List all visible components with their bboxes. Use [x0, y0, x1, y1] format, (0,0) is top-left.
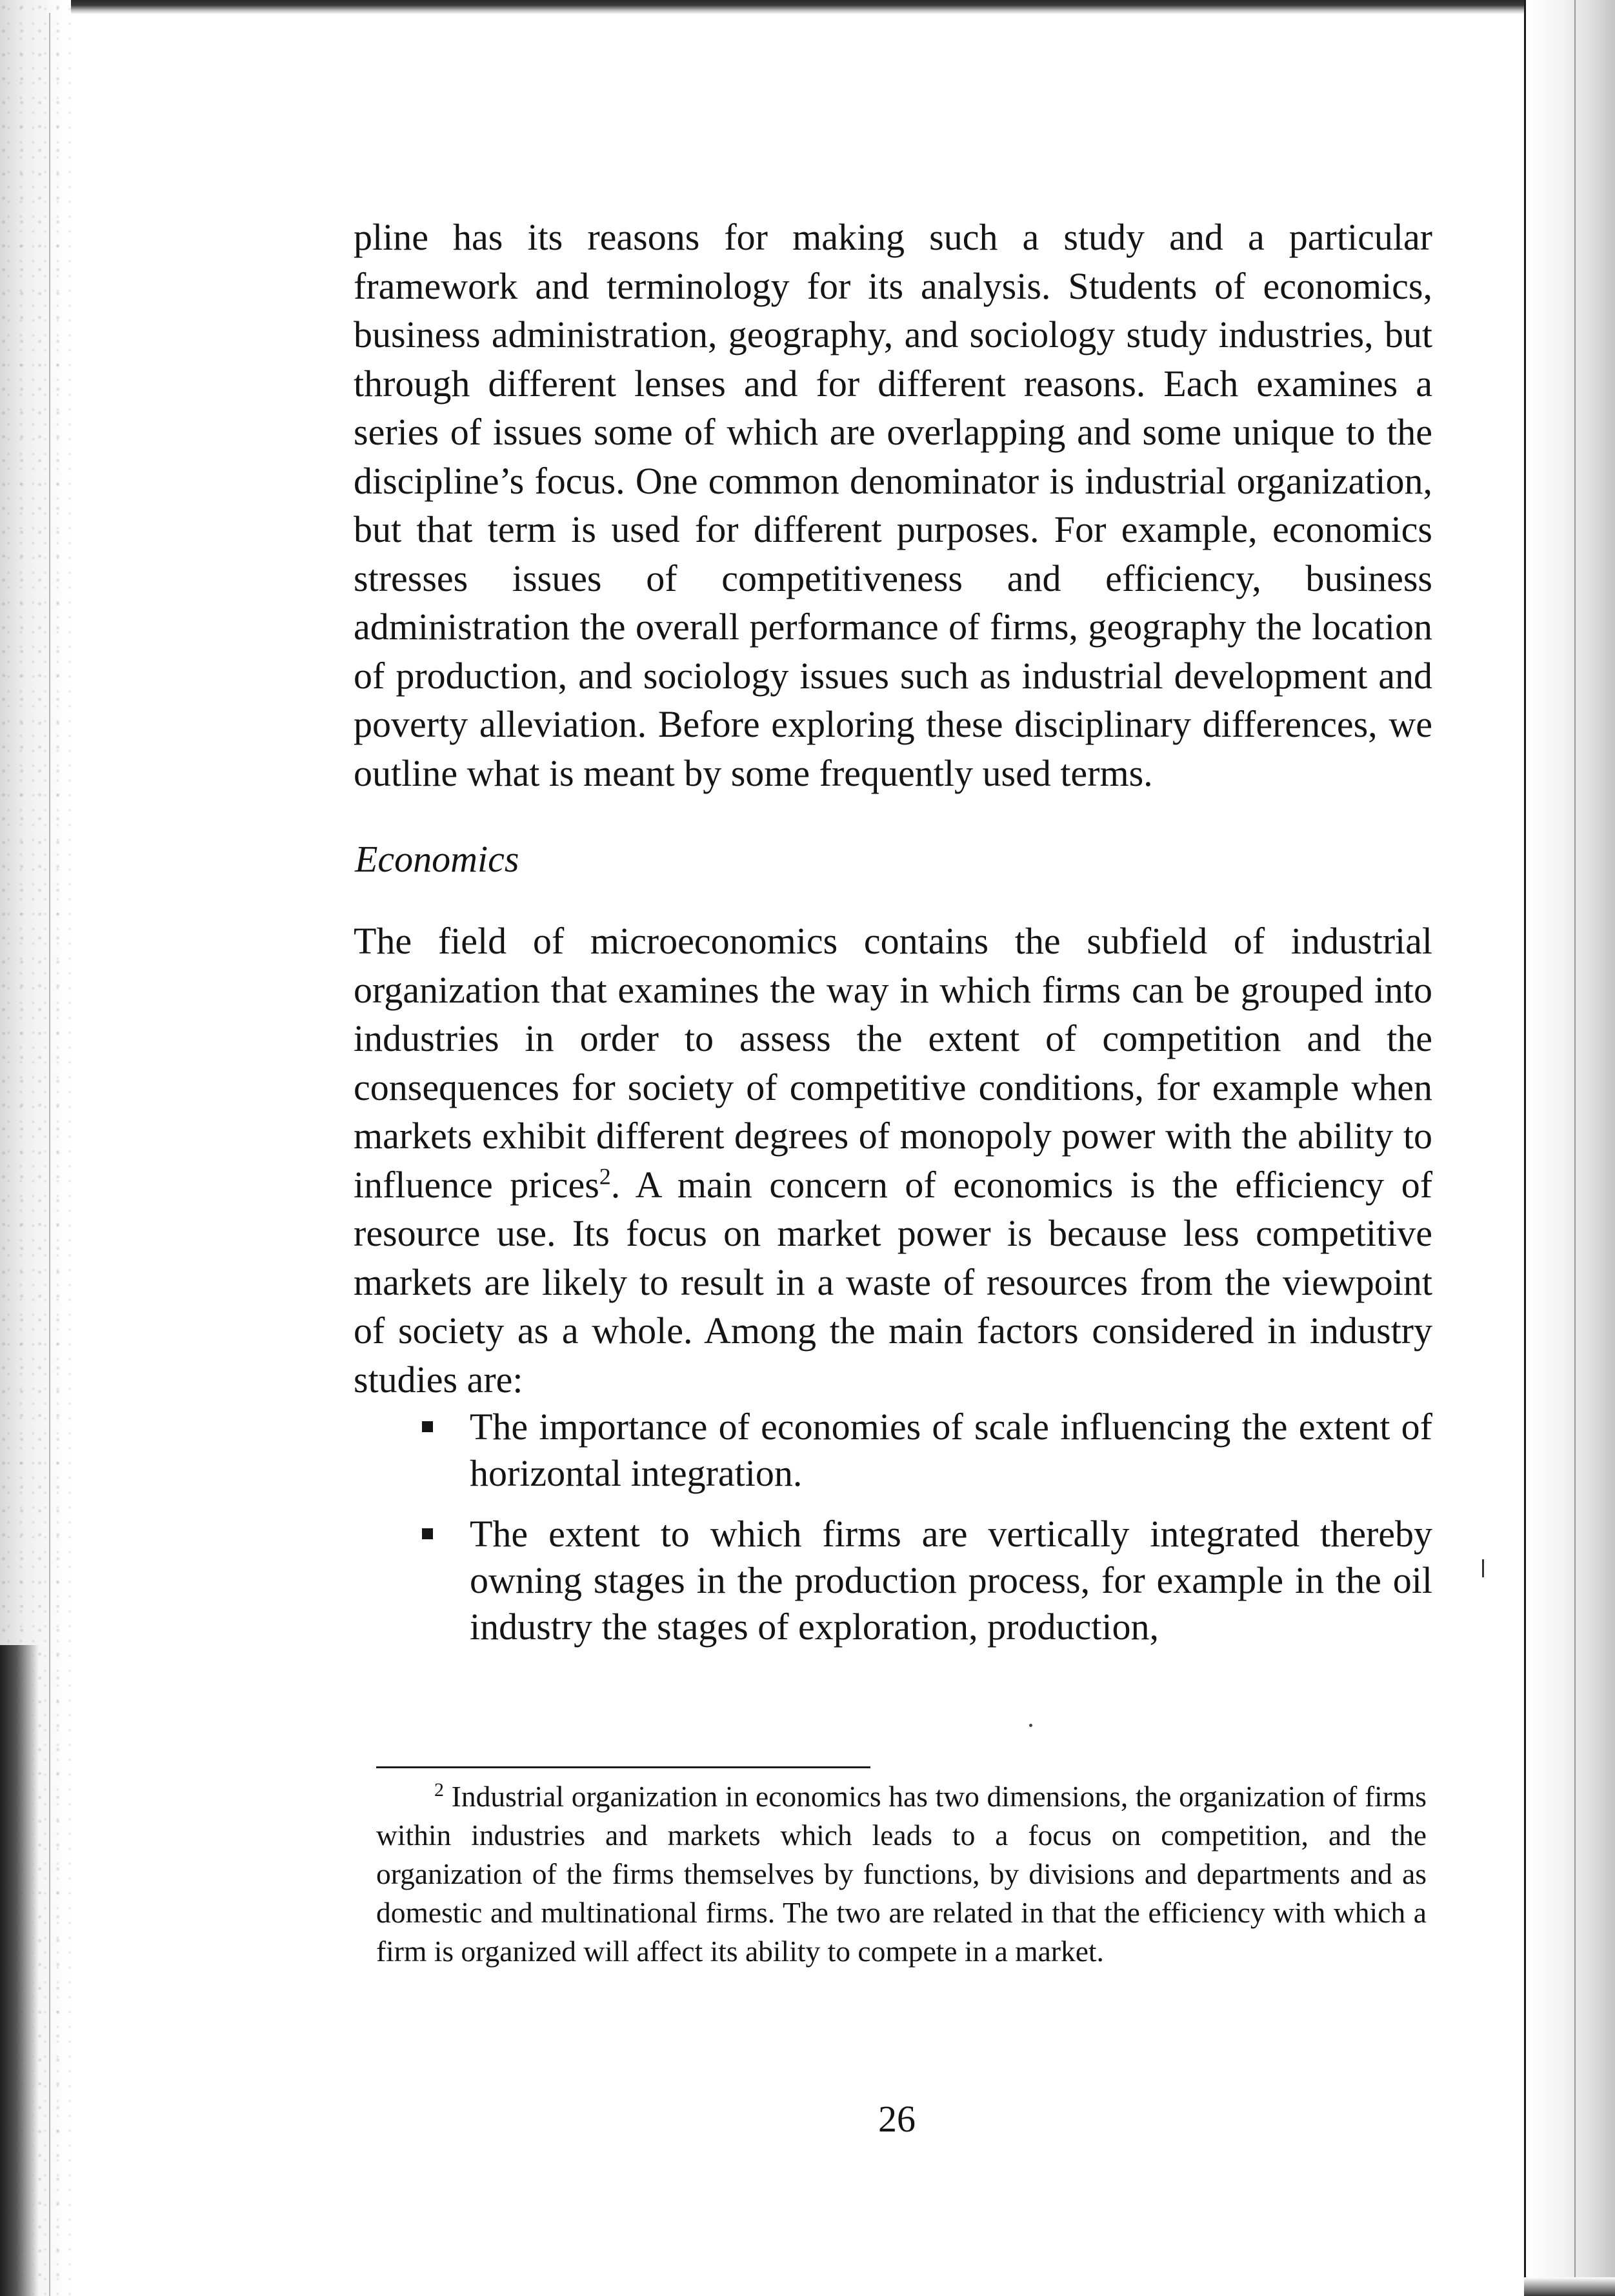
factors-list — [354, 1404, 1432, 1650]
scan-right-margin — [1525, 0, 1615, 2296]
scan-left-fold-line — [49, 13, 50, 2296]
body-paragraph-economics — [354, 917, 1432, 1404]
footnote-reference: 2 — [599, 1163, 611, 1190]
list-item — [470, 1404, 1432, 1497]
page-body — [354, 194, 1432, 1664]
economics-text-after-ref: . A main concern of economics is the efficiency of resource use. Its focus on market power is because less competitive markets are likely to result in a waste of resources from the viewpoint of society as a whole. Among the main factors considered in industry studies are: — [354, 1163, 1433, 1401]
list-item-text: The extent to which firms are vertically integrated thereby owning stages in the production process, for example in the oil industry the stages of exploration, production, — [470, 1513, 1432, 1648]
footnote-separator — [376, 1766, 870, 1768]
economics-text-before-ref: The field of microeconomics contains the subfield of industrial organization that examines the way in which firms can be grouped into industries in order to assess the extent of competition and the consequences for society of competitive conditions, for example when markets exhibit different degrees of monopoly power with the ability to influence prices — [354, 920, 1432, 1206]
square-bullet-icon — [422, 1528, 433, 1539]
list-item-text: The importance of economies of scale influencing the extent of horizontal integration. — [470, 1406, 1432, 1494]
footnote-number: 2 — [434, 1779, 444, 1801]
square-bullet-icon — [422, 1421, 433, 1432]
scan-bottom-right-corner — [1524, 2277, 1615, 2296]
scan-left-shadow — [0, 1645, 39, 2296]
footnote — [376, 1777, 1427, 1971]
list-item — [470, 1511, 1432, 1650]
margin-mark — [1482, 1559, 1484, 1577]
section-heading-economics: Economics — [355, 838, 519, 880]
body-paragraph-continued: pline has its reasons for making such a study and a particular framework and terminology for its analysis. Students of economics, business administration, geography, and sociology study industries, but through different lenses and for different reasons. Each examines a series of issues some of which are overlapping and some unique to the discipline’s focus. One common denominator is industrial organization, but that term is used for different purposes. For example, economics stresses issues of competitiveness and efficiency, business administration the overall performance of firms, geography the location of production, and sociology issues such as industrial development and poverty alleviation. Before exploring these disciplinary differences, we outline what is meant by some frequently used terms. — [354, 216, 1432, 794]
scan-speck — [1029, 1724, 1032, 1727]
footnote-text: Industrial organization in economics has two dimensions, the organization of firms within industries and markets which leads to a focus on competition, and the organization of the firms themselves by functions, by divisions and departments and as domestic and multinational firms. The two are related in that the efficiency with which a firm is organized will affect its ability to compete in a market. — [376, 1780, 1427, 1968]
scan-top-edge — [0, 0, 1615, 14]
scan-right-page-edge — [1524, 0, 1526, 2296]
scan-right-fold-line — [1574, 0, 1576, 2296]
page-number: 26 — [878, 2098, 916, 2140]
